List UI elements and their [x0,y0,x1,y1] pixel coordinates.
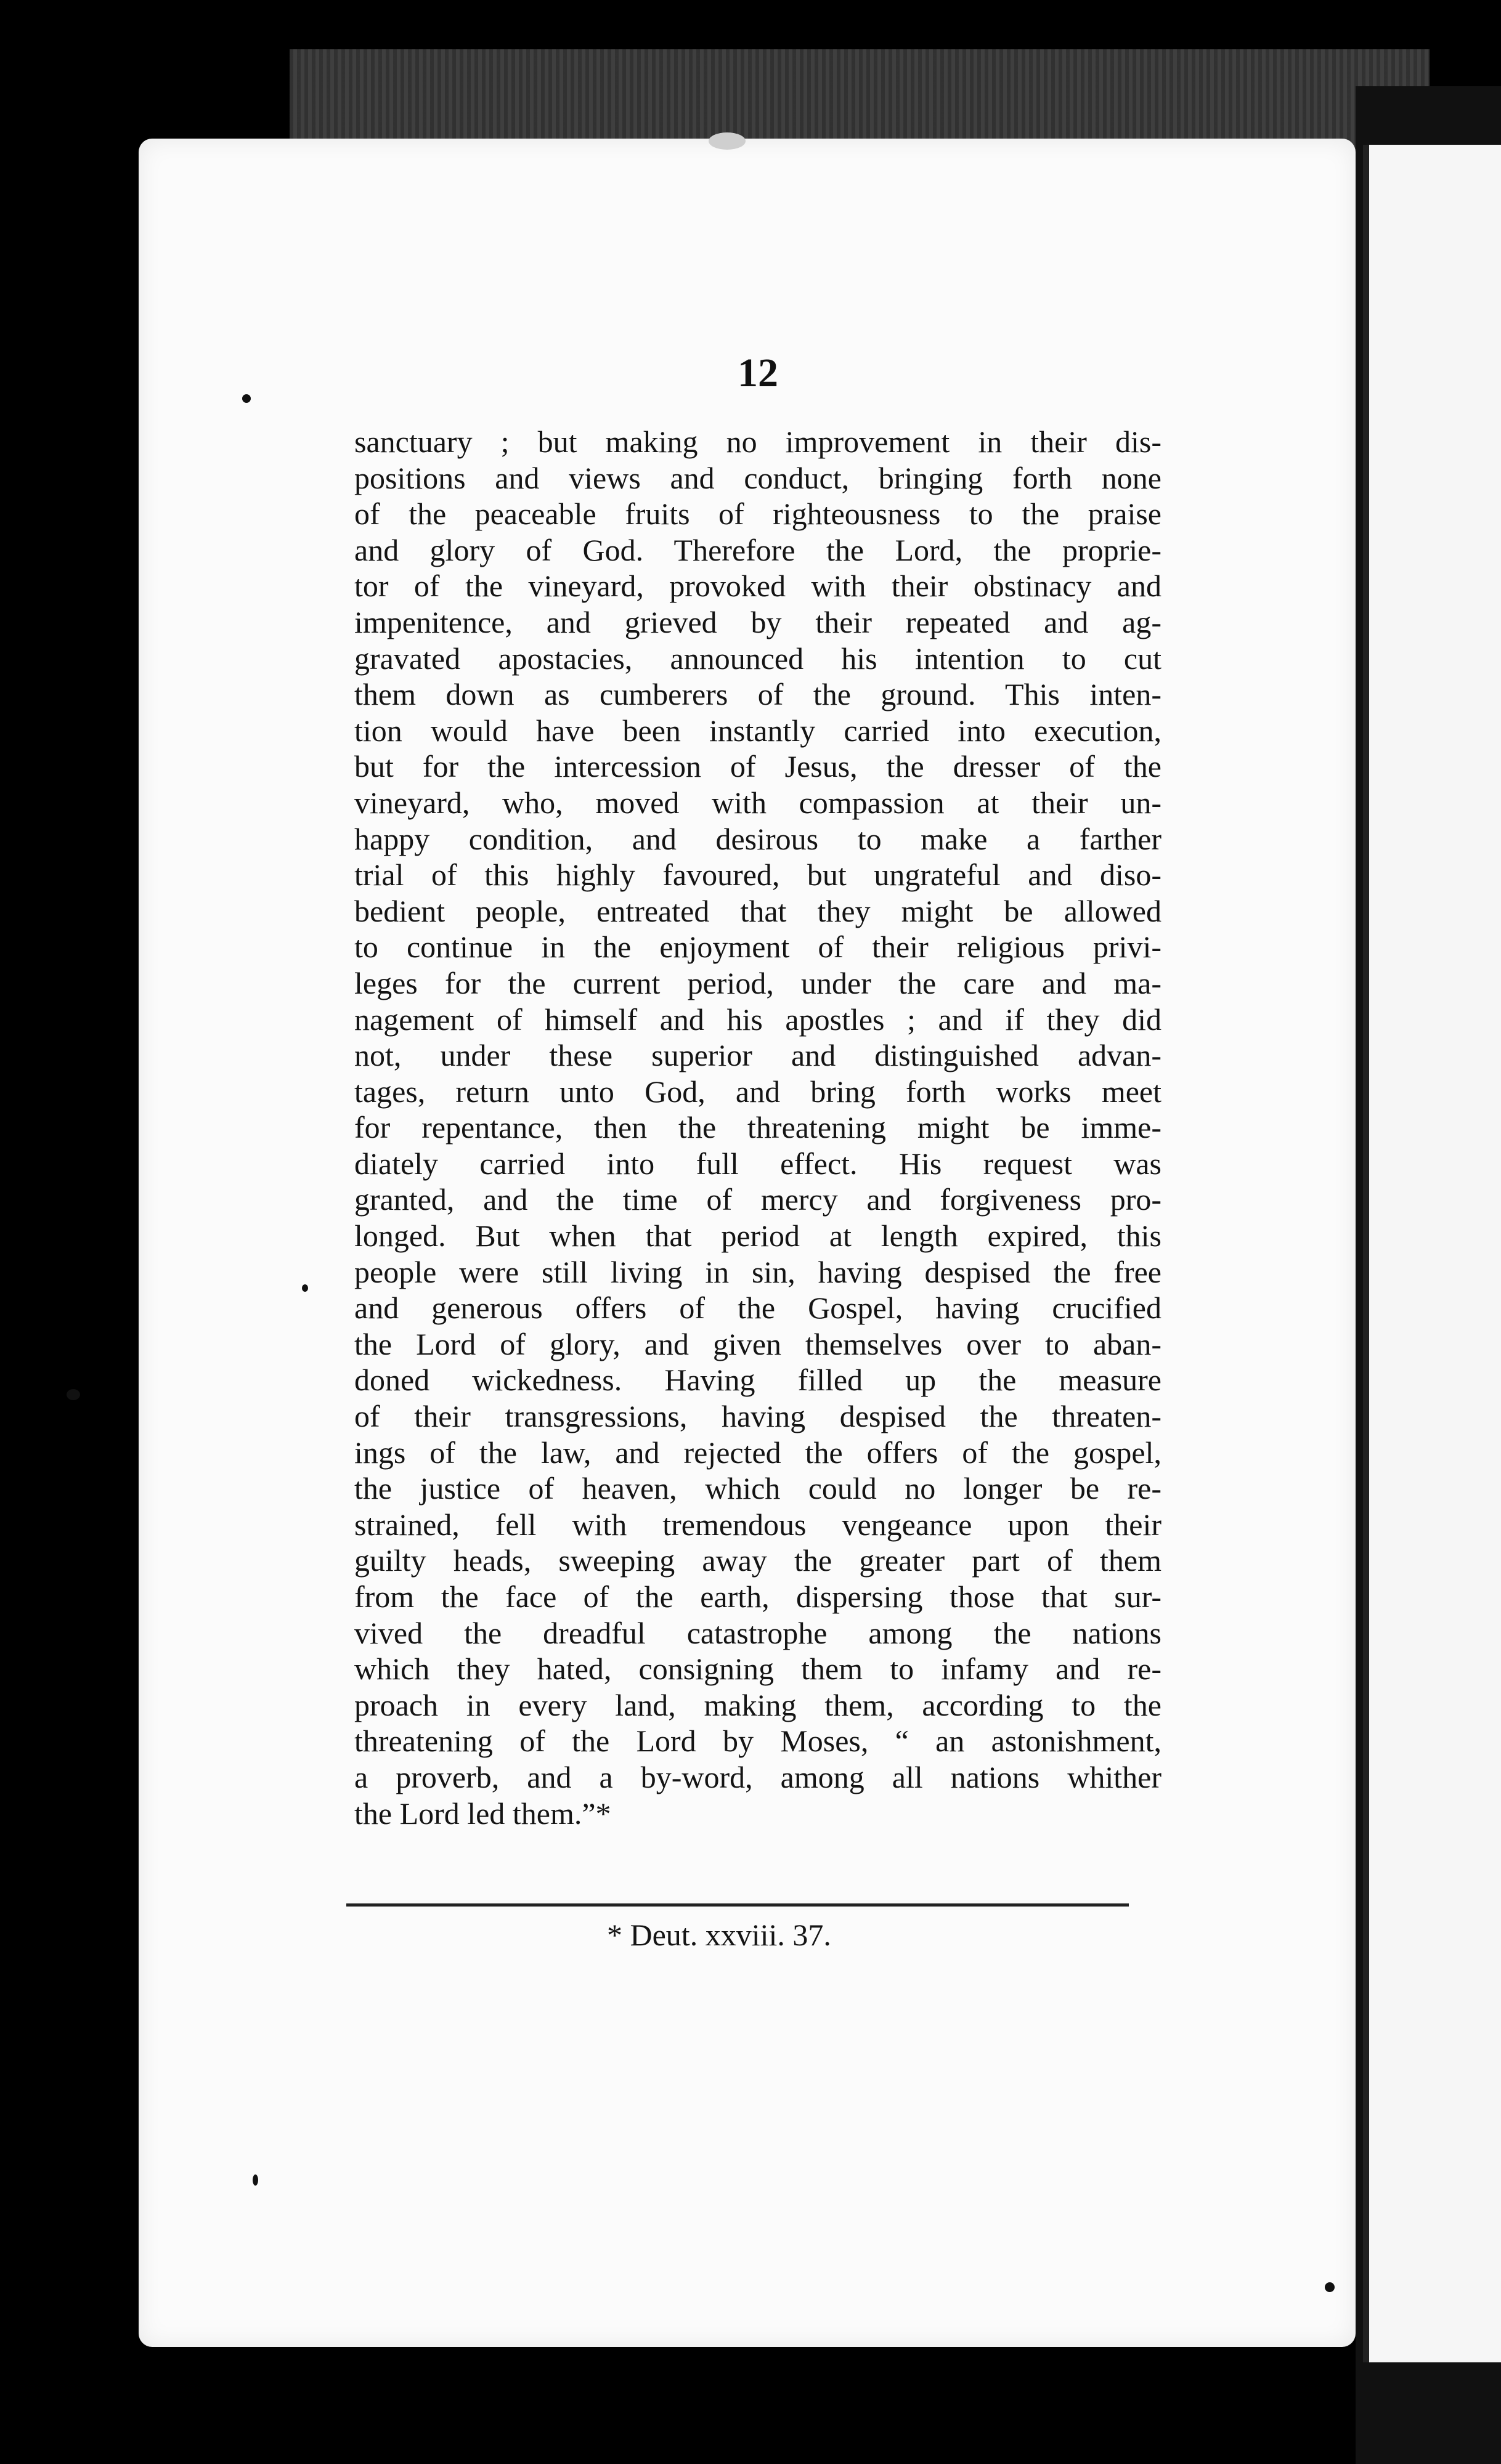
body-text [354,424,1161,1831]
text-line: bedient people, entreated that they might be allowed [354,893,1161,928]
text-line: of their transgressions, having despised the threaten- [354,1399,1161,1434]
text-line: of the peaceable fruits of righteousness to the praise [354,496,1161,532]
text-line: a proverb, and a by-word, among all nations whither [354,1759,1161,1794]
text-line: vived the dreadful catastrophe among the nations [354,1615,1161,1650]
text-line: longed. But when that period at length expired, this [354,1218,1161,1254]
text-line: which they hated, consigning them to infamy and re- [354,1651,1161,1687]
text-line: but for the intercession of Jesus, the dresser of the [354,749,1161,784]
text-line: tages, return unto God, and bring forth works meet [354,1074,1161,1109]
ink-speck [242,394,251,403]
text-line: happy condition, and desirous to make a farther [354,821,1161,856]
text-line: the justice of heaven, which could no longer be re- [354,1471,1161,1506]
text-line: tor of the vineyard, provoked with their obstinacy and [354,569,1161,604]
text-line: impenitence, and grieved by their repeated and ag- [354,604,1161,639]
text-line: proach in every land, making them, according to the [354,1687,1161,1722]
text-line: gravated apostacies, announced his intention to cut [354,641,1161,676]
ink-speck [709,132,746,150]
facing-page-edge [1363,145,1501,2362]
text-line: people were still living in sin, having despised the free [354,1254,1161,1289]
ink-speck [302,1284,308,1292]
text-line: positions and views and conduct, bringing forth none [354,460,1161,495]
text-line: the Lord led them.”* [354,1796,611,1831]
text-line: diately carried into full effect. His request was [354,1146,1161,1181]
footnote-rule [346,1903,1129,1907]
text-line: from the face of the earth, dispersing those that sur- [354,1579,1161,1614]
ink-speck [253,2174,258,2186]
text-line: not, under these superior and distinguished advan- [354,1038,1161,1073]
text-line: and generous offers of the Gospel, having crucified [354,1291,1161,1326]
text-line: leges for the current period, under the care and ma- [354,965,1161,1000]
text-line: to continue in the enjoyment of their religious privi- [354,930,1161,965]
text-line: threatening of the Lord by Moses, “ an astonishment, [354,1724,1161,1759]
text-line: them down as cumberers of the ground. This inten- [354,677,1161,712]
ink-speck [67,1389,80,1400]
ink-speck [1325,2282,1335,2292]
text-line: guilty heads, sweeping away the greater part of them [354,1543,1161,1578]
text-line: sanctuary ; but making no improvement in their dis- [354,424,1161,459]
text-line: vineyard, who, moved with compassion at their un- [354,785,1161,820]
text-line: the Lord of glory, and given themselves over to aban- [354,1326,1161,1361]
text-line: for repentance, then the threatening might be imme- [354,1110,1161,1145]
footnote: * Deut. xxviii. 37. [607,1918,831,1952]
text-line: and glory of God. Therefore the Lord, the proprie- [354,532,1161,567]
text-line: granted, and the time of mercy and forgiveness pro- [354,1182,1161,1217]
page-number: 12 [738,351,778,395]
text-line: ings of the law, and rejected the offers of the gospel, [354,1435,1161,1470]
text-line: doned wickedness. Having filled up the measure [354,1363,1161,1398]
text-line: nagement of himself and his apostles ; and if they did [354,1002,1161,1037]
text-line: strained, fell with tremendous vengeance upon their [354,1507,1161,1542]
text-line: trial of this highly favoured, but ungrateful and diso- [354,857,1161,893]
text-line: tion would have been instantly carried into execution, [354,713,1161,748]
